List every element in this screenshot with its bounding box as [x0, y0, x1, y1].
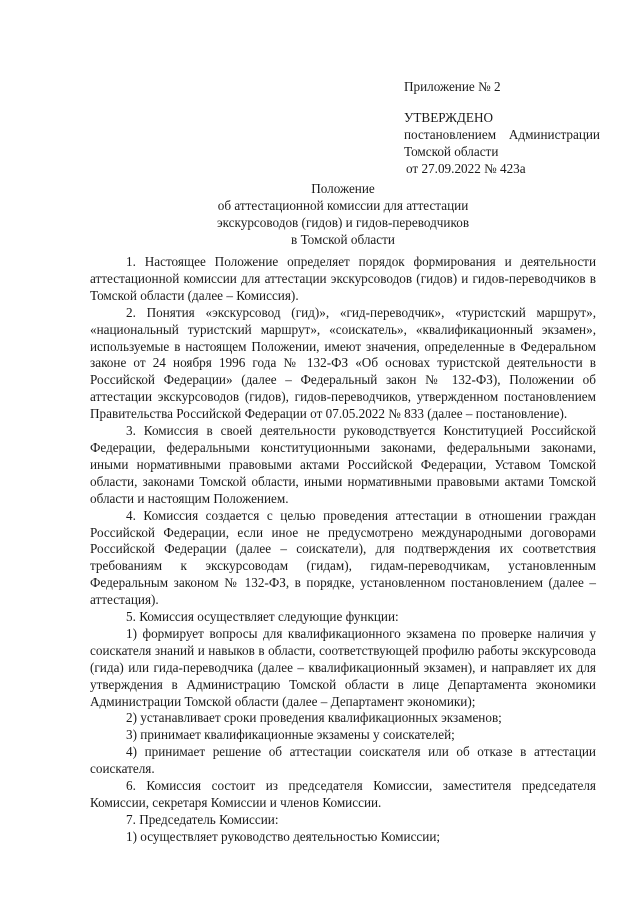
paragraph-5-item-1: 1) формирует вопросы для квалификационного экзамена по проверке наличия у соискателя знаний и навыков в области, соответствующей профилю работы экскурсовода (гида) или гида-переводчика (далее – квалификационный экзамен), и направляет их для утверждения в Администрацию Томской области в лице Департамента экономики Администрации Томской области (далее – Департамент экономики); — [90, 625, 596, 709]
paragraph-1: 1. Настоящее Положение определяет порядок формирования и деятельности аттестационной комиссии для аттестации экскурсоводов (гидов) и гидов-переводчиков в Томской области (далее – Комиссия). — [90, 254, 596, 303]
approved-label: УТВЕРЖДЕНО — [404, 110, 494, 125]
decree-line: постановлением Администрации — [404, 127, 600, 142]
region-line: Томской области — [404, 144, 499, 159]
paragraph-5: 5. Комиссия осуществляет следующие функции: — [126, 609, 399, 625]
title-line: в Томской области — [291, 232, 395, 247]
paragraph-7-item-1: 1) осуществляет руководство деятельностью Комиссии; — [126, 828, 441, 844]
title-line: об аттестационной комиссии для аттестации — [217, 198, 469, 213]
decree-date: от 27.09.2022 № 423а — [406, 161, 526, 176]
paragraph-4: 4. Комиссия создается с целью проведения аттестации в отношении граждан Российской Федерации, если иное не предусмотрено международными договорами Российской Федерации (далее – соискатели), для подтверждения их соответствия требованиям к экскурсоводам (гидам), гидам-переводчикам, установленным Федеральным законом № 132-ФЗ, в порядке, установленном постановлением (далее – аттестация). — [90, 507, 596, 608]
paragraph-5-item-2: 2) устанавливает сроки проведения квалификационных экзаменов; — [126, 710, 502, 726]
paragraph-3: 3. Комиссия в своей деятельности руководствуется Конституцией Российской Федерации, федеральными конституционными законами, федеральными законами, иными нормативными правовыми актами Российской Федерации, Уставом Томской области, законами Томской области, иными нормативными правовыми актами Томской области и настоящим Положением. — [90, 423, 596, 506]
approval-block — [404, 78, 600, 177]
paragraph-6: 6. Комиссия состоит из председателя Комиссии, заместителя председателя Комиссии, секретаря Комиссии и членов Комиссии. — [90, 778, 596, 810]
paragraph-7: 7. Председатель Комиссии: — [126, 811, 279, 827]
paragraph-2: 2. Понятия «экскурсовод (гид)», «гид-переводчик», «туристский маршрут», «национальный туристский маршрут», «соискатель», «квалификационный экзамен», используемые в настоящем Положении, имеют значения, определенные в Федеральном законе от 24 ноября 1996 года № 132-ФЗ «Об основах туристской деятельности в Российской Федерации» (далее – Федеральный закон № 132-ФЗ), Положении об аттестации экскурсоводов (гидов), гидов-переводчиков, утвержденном постановлением Правительства Российской Федерации от 07.05.2022 № 833 (далее – постановление). — [90, 304, 596, 422]
paragraph-5-item-4: 4) принимает решение об аттестации соискателя или об отказе в аттестации соискателя. — [90, 744, 596, 777]
paragraph-5-item-3: 3) принимает квалификационные экзамены у соискателей; — [126, 727, 455, 743]
document-title — [90, 180, 596, 248]
title-line: Положение — [311, 181, 375, 196]
title-line: экскурсоводов (гидов) и гидов-переводчиков — [216, 215, 470, 230]
document-body — [90, 254, 596, 846]
appendix-label: Приложение № 2 — [404, 79, 501, 94]
